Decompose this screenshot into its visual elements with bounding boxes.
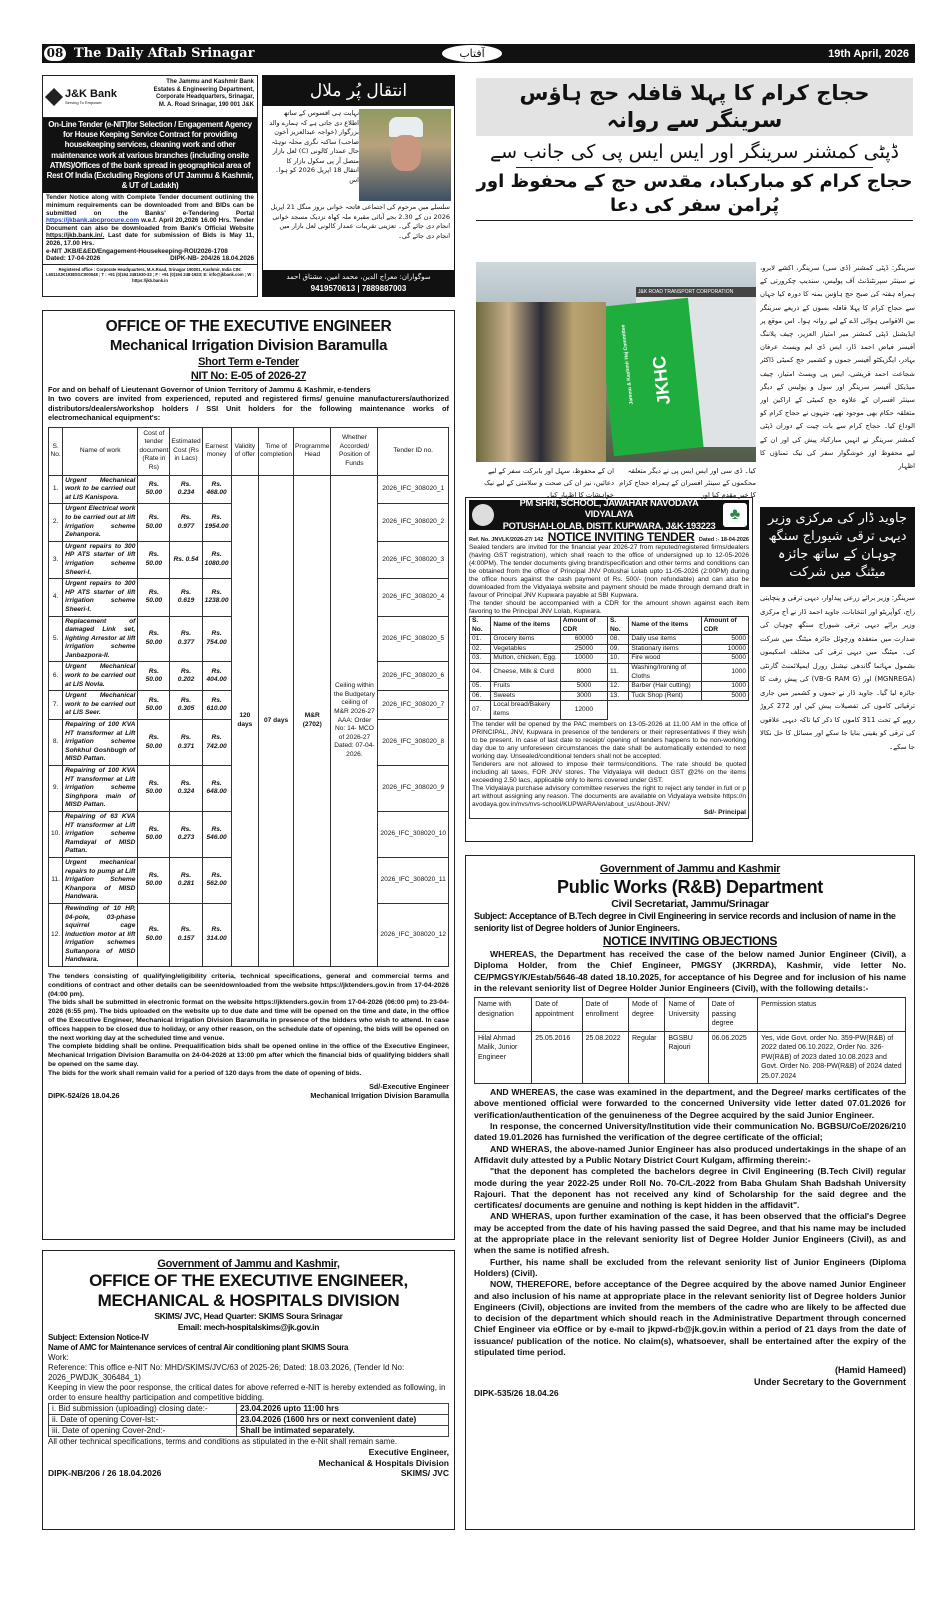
table-row xyxy=(49,1426,449,1437)
dipk-number: DIPK-524/26 18.04.26 xyxy=(48,1090,120,1100)
item-name: Barber (Hair cutting) xyxy=(629,682,701,692)
notice-footer xyxy=(48,1468,449,1479)
reference: Reference: This office e-NIT No: MHD/SKIMS/JVC/63 of 2025-26; Dated: 18.03.2026, (Tender Id No: 2026_PWDJK_306484_1) xyxy=(48,1363,405,1382)
date-label: ii. Date of opening Cover-Ist:- xyxy=(49,1415,237,1426)
nit-number: NIT No: E-05 of 2026-27 xyxy=(190,370,307,382)
work-name: Urgent mechanical repairs to pump at Lift Irrigation Scheme Khanpora of MISD Handwara. xyxy=(63,857,138,903)
newspaper-title: The Daily Aftab Srinagar xyxy=(74,46,255,61)
serial-number: 3. xyxy=(49,541,63,578)
item-sno: 03. xyxy=(470,654,491,664)
item-name: Sweets xyxy=(491,691,560,701)
notice-para: In response, the concerned University/Institution vide their communication No. BGBSU/CoE/2026/210 dated 19.01.2026 has furnished the verification of the degree certificate of the official; xyxy=(474,1121,906,1143)
table-cell: Regular xyxy=(629,1031,665,1084)
earnest-money: Rs. 742.00 xyxy=(202,720,231,766)
jnv-tender-notice xyxy=(465,497,753,842)
column-header: Name of the items xyxy=(629,617,701,635)
table-row xyxy=(470,644,749,654)
notice-para: AND WHERAS, the above-named Junior Engineer has also produced undertakings in the shape of an Affidavit duly attested by a Public Notary District Court Kulgam, affirming therein:- xyxy=(474,1143,906,1165)
divider xyxy=(476,220,913,221)
signatory-designation: Under Secretary to the Government xyxy=(753,1377,906,1388)
signature xyxy=(48,1082,449,1091)
notice-title: OFFICE OF THE EXECUTIVE ENGINEER xyxy=(105,318,392,335)
obituary-footer xyxy=(263,270,454,296)
notice-heading: NOTICE INVITING OBJECTIONS xyxy=(602,934,778,948)
headquarter: SKIMS/ JVC, Head Quarter: SKIMS Soura Srinagar xyxy=(154,1311,343,1321)
address-line: Corporate Headquarters, Srinagar, xyxy=(155,94,254,100)
website-link[interactable]: https://jkb.bank.in/. xyxy=(46,232,105,240)
serial-number: 1. xyxy=(49,475,63,504)
notice-terms xyxy=(469,720,749,819)
notice-para: NOW, THEREFORE, before acceptance of the Degree acquired by the above named Junior Engineer and also inclusion of his name at appropriate place in the relevant seniority list of Degree holders Junior Engineers (Civil), objections are invited from the members of the cadre who are likely to be affected due to decision of the department which should reach in the Administrative Department through concerned Chief Engineer via eOffice or by e-mail to jkpwd-rb@jk.gov.in within a period of 21 days from the date of issuance/ publication of the notice. No claim(s), whatsoever, shall be entertained after the expiry of the stipulated time period. xyxy=(474,1279,906,1358)
dated: Dated: 17-04-2026 xyxy=(46,255,101,263)
skims-extension-notice xyxy=(42,1250,455,1530)
work-name: Repairing of 100 KVA HT transformer at Lift irrigation scheme Singhpora main of MISD Pattan. xyxy=(63,766,138,812)
item-name: Fruits xyxy=(491,682,560,692)
table-cell: 06.06.2025 xyxy=(708,1031,757,1084)
dated: Dated :- 18-04-2026 xyxy=(698,537,749,543)
tender-document-cost: Rs. 50.00 xyxy=(138,541,170,578)
tender-document-cost: Rs. 50.00 xyxy=(138,720,170,766)
earnest-money: Rs. 546.00 xyxy=(202,811,231,857)
flag-logo-text: JKHC xyxy=(648,355,674,406)
column-header: S. No. xyxy=(49,427,63,475)
column-header: Estimated Cost (Rs in Lacs) xyxy=(170,427,202,475)
tender-id: 2026_IFC_308020_8 xyxy=(378,720,449,766)
signature xyxy=(474,1364,906,1388)
signatory: Executive Engineer, xyxy=(368,1447,449,1457)
serial-number: 9. xyxy=(49,766,63,812)
page-header xyxy=(42,44,915,63)
navodaya-logo-icon: ♣ xyxy=(723,503,747,527)
side-story-headline: جاوید ڈار کی مرکزی وزیر دیہی ترقی شیوراج سنگھ چوہان کے ساتھ جائزہ میٹنگ میں شرکت xyxy=(760,507,915,587)
portrait-face xyxy=(391,135,421,171)
item-sno: 04. xyxy=(470,663,491,681)
estimated-cost: Rs. 0.202 xyxy=(170,662,202,691)
column-header: Validity of offer xyxy=(231,427,259,475)
obituary-ad xyxy=(262,75,455,297)
terms-para: The tender will be opened by the PAC members on 13-05-2026 at 11.00 AM in the office of PRINCIPAL, JNV, Kupwara in presence of the tenderers or their representatives if they wish to be present. In case of last date to receipt/ opening of tenders happens to be non-working day due to any unforeseen circumstances the date shall be automatically extended to next working day. Unsealed/conditional tenders shall not be accepted. xyxy=(472,720,746,760)
empty-cell xyxy=(608,701,749,719)
bus-banner-text: J&K ROAD TRANSPORT CORPORATION xyxy=(636,287,756,297)
work-name: Urgent Mechanical work to be carried out at LIS Seer. xyxy=(63,691,138,720)
table-row xyxy=(470,682,749,692)
item-name: Daily use items xyxy=(629,635,701,645)
body-text: Last date for submission of Bids is May 11, 2026, 17.00 Hrs. xyxy=(46,232,254,247)
notice-para: WHEREAS, the Department has received the case of the below named Junior Engineer (Civil), a Diploma Holder, from the Chief Engineer, PMGSY (JKRRDA), Kashmir, vide letter No. CE/PMGSY/K/Estab/5646-48 dated 18.10.2025, for acceptance of his Degree and for inclusion of his name in the relevant seniority list of Degree Holder Junior Engineers (Civil), with the following details:- xyxy=(474,949,906,993)
earnest-money: Rs. 1954.00 xyxy=(202,504,231,541)
serial-number: 11. xyxy=(49,857,63,903)
official-details-table xyxy=(474,997,906,1084)
enit-number: e-NIT JKB/E&ED/Engagement-Housekeeping-ROI/2026-1708 xyxy=(46,247,228,255)
jkbank-address xyxy=(154,79,254,114)
jnv-banner xyxy=(469,497,749,531)
tender-type: Short Term e-Tender xyxy=(198,356,299,368)
earnest-money: Rs. 1238.00 xyxy=(202,579,231,616)
notice-body: Sealed tenders are invited for the financial year 2026-27 from reputed/registered firms/dealers (having GST registration), which shall reach to the office of undersigned up to 12-05-2026 (4:00PM). The tender documents giving brand/specification and other terms and conditions can be obtained from the office of Principal JNV Potushai Lolab upto 11-05-2026 (2:00PM) during the office hours against the cash payment of Rs. 500/- (non refundable) and can also be downloaded from the Vidyalaya website and payment should be made through demand draft in favour of Principal JNV Kupwara payable at SBI Kupwara. xyxy=(469,544,749,599)
serial-number: 8. xyxy=(49,720,63,766)
haj-committee-flag xyxy=(598,298,703,457)
column-header: Date of passing degree xyxy=(708,998,757,1032)
earnest-money: Rs. 754.00 xyxy=(202,616,231,662)
critical-dates-table xyxy=(48,1403,449,1437)
column-header: S. No. xyxy=(470,617,491,635)
work-name: Urgent Mechanical work to be carried out at LIS Kanispora. xyxy=(63,475,138,504)
work-label: Work: xyxy=(48,1353,69,1362)
table-cell: Hilal Ahmad Malik, Junior Engineer xyxy=(475,1031,532,1084)
item-amt: 10000 xyxy=(701,644,748,654)
tender-id: 2026_IFC_308020_11 xyxy=(378,857,449,903)
work-name: Urgent Mechanical work to be carried out at LIS Novla. xyxy=(63,662,138,691)
table-cell: Yes, vide Govt. order No. 359-PW(R&B) of 2022 dated 06.10.2022, Order No. 326-PW(R&B) of 2023 dated 10.08.2023 and Govt. Order No. 208-PW(R&B) of 2024 dated 25.07.2024 xyxy=(758,1031,906,1084)
serial-number: 2. xyxy=(49,504,63,541)
item-amt: 60000 xyxy=(560,635,607,645)
item-name: Grocery items xyxy=(491,635,560,645)
jkbank-tender-body xyxy=(43,193,257,263)
table-row xyxy=(470,691,749,701)
serial-number: 6. xyxy=(49,662,63,691)
signatory-office: Mechanical Irrigation Division Baramulla xyxy=(310,1090,449,1100)
signatory: Sd/- Principal xyxy=(703,808,746,816)
haj-flag-off-photo xyxy=(476,262,756,462)
earnest-money: Rs. 562.00 xyxy=(202,857,231,903)
serial-number: 4. xyxy=(49,579,63,616)
division-name: MECHANICAL & HOSPITALS DIVISION xyxy=(97,1291,400,1310)
item-name: Local bread/Bakery items xyxy=(491,701,560,719)
table-row xyxy=(470,701,749,719)
jnv-emblem-icon xyxy=(472,504,494,526)
estimated-cost: Rs. 0.273 xyxy=(170,811,202,857)
item-amt: 8000 xyxy=(560,663,607,681)
column-header: Date of enrollment xyxy=(582,998,628,1032)
item-sno: 08. xyxy=(608,635,629,645)
jkbank-logo-name: J&K Bank xyxy=(65,88,117,100)
tender-document-cost: Rs. 50.00 xyxy=(138,903,170,966)
tender-document-cost: Rs. 50.00 xyxy=(138,504,170,541)
flag-caption: Jammu & Kashmir Haj Committee xyxy=(620,324,635,405)
tender-document-cost: Rs. 50.00 xyxy=(138,616,170,662)
item-name: Vegetables xyxy=(491,644,560,654)
terms-para: Tenderers are not allowed to impose their terms/conditions. The rate should be quoted including all taxes, FOR JNV stores. The Vidyalaya will deduct GST @2% on the items exceeding 2.50 lacs, applicable only to items covered under GST. xyxy=(472,760,746,784)
estimated-cost: Rs. 0.234 xyxy=(170,475,202,504)
subject: Subject: Extension Notice-IV xyxy=(48,1333,149,1342)
serial-number: 7. xyxy=(49,691,63,720)
table-row xyxy=(49,1404,449,1415)
item-sno: 13. xyxy=(608,691,629,701)
signature xyxy=(48,1447,449,1468)
earnest-money: Rs. 1080.00 xyxy=(202,541,231,578)
jkbank-tender-title: On-Line Tender (e-NIT)for Selection / Engagement Agency for House Keeping Service Contract for providing housekeeping services, cleaning work and other maintenance work at various branches (including onsite ATMS)/Offices of the bank spread in geographical area of Rest Of India (Excluding Regions of UT Jammu & Kashmir, & UT of Ladakh) xyxy=(43,118,257,193)
body-text: Tender Notice along with Complete Tender document outlining the minimum requirements can be downloaded from and BIDs can be submitted on the Banks' e-Tendering Portal xyxy=(46,194,254,217)
intro-bold: For and on behalf of Lieutenant Governor of Union Territory of Jammu & Kashmir, e-tenders xyxy=(48,385,371,394)
tender-id: 2026_IFC_308020_5 xyxy=(378,616,449,662)
estimated-cost: Rs. 0.157 xyxy=(170,903,202,966)
terms-para: The Vidyalaya purchase advisory committee reserves the right to reject any tender in full or part without assigning any reason. The documents are available on Vidyalaya website https://navodaya.gov.in/nvs/nvs-school/KUPWARA/en/about_us/About-JNV/ xyxy=(472,784,746,808)
tender-document-cost: Rs. 50.00 xyxy=(138,662,170,691)
earnest-money: Rs. 404.00 xyxy=(202,662,231,691)
work-name: Repairing of 63 KVA HT transformer at Lift irrigation scheme Ramdayal of MISD Pattan. xyxy=(63,811,138,857)
date-value: 23.04.2026 upto 11:00 hrs xyxy=(237,1404,449,1415)
notice-para: Further, his name shall be excluded from the relevant seniority list of Junior Engineers (Diploma Holders) (Civil). xyxy=(474,1256,906,1278)
serial-number: 5. xyxy=(49,616,63,662)
terms-para: The bids shall be submitted in electronic format on the website https://jktenders.gov.in from 17-04-2026 (06:00 pm) to 23-04-2026 (6:55 pm). The bids uploaded on the website up to due date and time will be opened on the time and date, in the office of the Executive Engineer, Mechanical Irrigation Division Baramulla in presence of the bidders who wish to attend. In case offices happen to be closed due to holiday, or any other reason, on the schedule date of opening, the bids will be opened on the next working day at the scheduled time and venue. xyxy=(48,999,449,1042)
signatory: (Hamid Hameed) xyxy=(834,1365,906,1376)
tender-document-cost: Rs. 50.00 xyxy=(138,857,170,903)
table-cell: 25.05.2016 xyxy=(532,1031,582,1084)
issue-date: 19th April, 2026 xyxy=(828,47,909,60)
tender-id: 2026_IFC_308020_9 xyxy=(378,766,449,812)
tender-id: 2026_IFC_308020_2 xyxy=(378,504,449,541)
date-label: iii. Date of opening Cover-2nd:- xyxy=(49,1426,237,1437)
irrigation-tender-notice xyxy=(42,310,455,1240)
notice-title: OFFICE OF THE EXECUTIVE ENGINEER, xyxy=(89,1271,408,1290)
table-row xyxy=(475,1031,906,1084)
item-sno: 10. xyxy=(608,654,629,664)
notice-body xyxy=(474,949,906,994)
tender-id: 2026_IFC_308020_1 xyxy=(378,475,449,504)
item-sno: 11. xyxy=(608,663,629,681)
item-sno: 12. xyxy=(608,682,629,692)
headline-main: حجاج کرام کا پہلا قافلہ حج ہاؤس سرینگر سے روانہ xyxy=(476,78,913,136)
table-row xyxy=(470,635,749,645)
table-cell: 25.08.2022 xyxy=(582,1031,628,1084)
tender-id: 2026_IFC_308020_10 xyxy=(378,811,449,857)
tender-document-cost: Rs. 50.00 xyxy=(138,766,170,812)
table-row xyxy=(470,663,749,681)
tender-document-cost: Rs. 50.00 xyxy=(138,475,170,504)
tender-id: 2026_IFC_308020_6 xyxy=(378,662,449,691)
division-name: Mechanical Irrigation Division Baramulla xyxy=(109,337,388,354)
table-row xyxy=(470,654,749,664)
item-amt: 1000 xyxy=(701,682,748,692)
column-header: Name of the items xyxy=(491,617,560,635)
programme-head: M&R (2702) xyxy=(294,475,331,966)
obituary-text: سلسلے میں مرحوم کی اجتماعی فاتحہ خوانی بروز منگل 21 اپریل 2026 دن کے 2.30 بجے آبائی مقبرہ ملہ کھاہ نزدیک مسجد خوانی انجام دی جائے گی۔ تعزیتی تقریبات عمدار کالونی لعل بازار میں انجام دی جائے گی۔ xyxy=(270,203,450,240)
officials-group xyxy=(476,302,606,462)
jkbank-registered-office: Registered office : Corporate Headquarters, M.A.Road, Srinagar 190001, Kashmir, India CIN: L65110JK1938SGC000048 ; T : +91 (0)194 2481930-33 ; F : +91 (0)194 248-1923; E: info@jkbank.com ; W : https://jkb.bank.in xyxy=(43,264,257,285)
tender-document-cost: Rs. 50.00 xyxy=(138,579,170,616)
item-sno: 01. xyxy=(470,635,491,645)
column-header: Date of appointment xyxy=(532,998,582,1032)
portal-link[interactable]: https://jkbank.abcprocure.com xyxy=(46,217,140,225)
column-header: Tender ID no. xyxy=(378,427,449,475)
item-name: Cheese, Milk & Curd xyxy=(491,663,560,681)
dipk-number: DIPK-535/26 18.04.26 xyxy=(474,1388,559,1399)
item-amt: 1000 xyxy=(701,663,748,681)
side-story-body: سرینگر: وزیر برائے زرعی پیداوار، دیہی ترقی و پنچایتی راج، کوآپریٹو اور انتخابات، جاوید احمد ڈار نے آج مرکزی وزیر برائے دیہی ترقی شیوراج سنگھ چوہان کی صدارت میں منعقدہ ورچوئل جائزہ میٹنگ میں شرکت کی۔ میٹنگ میں دیہی ترقی کی مختلف اسکیموں بشمول مہاتما گاندھی نیشنل رورل ایمپلائمنٹ گارنٹی (MGNREGA) اور (VB-G RAM G) کی پیش رفت کا جائزہ لیا گیا۔ جاوید ڈار نے جموں و کشمیر میں جاری ترقیاتی کاموں کی تفصیلات پیش کیں اور 272 کروڑ روپے کے تحت 311 کاموں کا ذکر کیا تاکہ دیہی علاقوں کی ترقی کو یقینی بنایا جا سکے اور مسائل کا حل نکالا جا سکے۔ xyxy=(760,594,915,751)
estimated-cost: Rs. 0.619 xyxy=(170,579,202,616)
work-name: Repairing of 100 KVA HT transformer at Lift irrigation scheme Sohkhul Goshbugh of MISD Pattan. xyxy=(63,720,138,766)
headline-third: حجاج کرام کو مبارکباد، مقدس حج کے محفوظ اور پُرامن سفر کی دعا xyxy=(476,171,913,216)
column-header: Cost of tender document (Rate in Rs) xyxy=(138,427,170,475)
cdr-items-table xyxy=(469,616,749,720)
item-sno: 09. xyxy=(608,644,629,654)
portrait-cap xyxy=(389,117,423,137)
column-header: Amount of CDR xyxy=(560,617,607,635)
validity-of-offer: 120 days xyxy=(231,475,259,966)
date-value: 23.04.2026 (1600 hrs or next convenient date) xyxy=(237,1415,449,1426)
item-amt: 3000 xyxy=(560,691,607,701)
other-terms: All other technical specifications, terms and conditions as stipulated in the e-Nit shall remain same. xyxy=(48,1437,398,1446)
pwd-objections-notice xyxy=(465,855,915,1530)
column-header: Amount of CDR xyxy=(701,617,748,635)
haj-story-continued: کیا۔ ڈی سی اور ایس ایس پی نے دیگر متعلقہ محکموں کے سینئر افسران کے ہمراہ حجاج کرام کا خیر مقدم کیا اور xyxy=(619,467,756,499)
position-of-funds: Ceiling within the Budgetary ceiling of M&R 2026-27 AAA: Order No: 14- MCO of 2026-27 Dated: 07-04-2026. xyxy=(331,475,378,966)
table-cell: BGSBU Rajouri xyxy=(665,1031,708,1084)
divider xyxy=(516,167,873,168)
work-name: Urgent Electrical work to be carried out at lift irrigation scheme Zehanpora. xyxy=(63,504,138,541)
terms-para: The tenders consisting of qualifying/eligibility criteria, technical specifications, general and commercial terms and conditions of contract and other details can be seen/downloaded from the website https://jktenders.gov.in from 17-04-2026 (04:00 pm). xyxy=(48,973,449,998)
signatory-office: Mechanical & Hospitals Division xyxy=(318,1457,449,1468)
intro-text: In two covers are invited from experienced, reputed and registered firms/ genuine manufacturers/authorized distributors/dealers/workshop holders / SSI Unit holders for the following maintenance works of electromechanical equipment's: xyxy=(48,394,449,423)
item-name: Washing/Ironing of Cloths xyxy=(629,663,701,681)
jkbank-tender-ad xyxy=(42,75,258,297)
work-name: Urgent repairs to 300 HP ATS starter of lift irrigation scheme Sheeri-I. xyxy=(63,579,138,616)
table-row xyxy=(49,1415,449,1426)
estimated-cost: Rs. 0.324 xyxy=(170,766,202,812)
date-value: Shall be intimated separately. xyxy=(237,1426,449,1437)
jkbank-logo xyxy=(46,79,117,114)
estimated-cost: Rs. 0.281 xyxy=(170,857,202,903)
terms-para: The complete bidding shall be online. Prequalification bids shall be opened online in the office of the Executive Engineer, Mechanical Irrigation Division Baramulla on 24-04-2026 at 13:00 pm after which the financial bids of qualifying bidders shall be opened on the same day. xyxy=(48,1043,449,1069)
item-sno: 05. xyxy=(470,682,491,692)
newspaper-logo: آفتاب xyxy=(442,45,502,62)
estimated-cost: Rs. 0.977 xyxy=(170,504,202,541)
estimated-cost: Rs. 0.54 xyxy=(170,541,202,578)
jkbank-tagline: Serving To Empower xyxy=(65,100,102,105)
column-header: Mode of degree xyxy=(629,998,665,1032)
estimated-cost: Rs. 0.371 xyxy=(170,720,202,766)
department-address: Civil Secretariat, Jammu/Srinagar xyxy=(611,898,769,910)
notice-para: AND WHERAS, upon further examination of the case, it has been observed that the official's Degree may be accepted from the date of his having passed the said Degree, and that his name may be included at the appropriate place in the relevant seniority list of Degree Holder Junior Engineers (Civil), as and when the same is notified afresh. xyxy=(474,1211,906,1256)
portrait-photo xyxy=(359,109,451,201)
item-amt: 10000 xyxy=(560,654,607,664)
government-heading: Government of Jammu and Kashmir xyxy=(599,863,781,875)
notice-body: The tender should be accompanied with a CDR for the amount shown against each item favoring to the Principal JNV Lolab, Kupwara. xyxy=(469,600,749,615)
item-amt: 25000 xyxy=(560,644,607,654)
address-line: Estates & Engineering Department, xyxy=(153,86,254,93)
dipk-number: DIPK-NB/206 / 26 18.04.2026 xyxy=(48,1468,162,1478)
tender-id: 2026_IFC_308020_4 xyxy=(378,579,449,616)
column-header: S. No. xyxy=(608,617,629,635)
haj-story-continued: ان کے محفوظ، سہل اور بابرکت سفر کے لیے دعائیں، نیز ان کی صحت و سلامتی کے لیے نیک خواہشات کا اظہار کیا۔ xyxy=(484,467,614,499)
obituary-heading: انتقال پُر ملال xyxy=(263,76,454,106)
work-name: Name of AMC for Maintenance services of central Air conditioning plant SKIMS Soura xyxy=(48,1343,349,1352)
work-name: Replacement of damaged Link set, lighting Arrestor at lift irrigation scheme Janbazpora-II. xyxy=(63,616,138,662)
tender-terms xyxy=(48,973,449,1079)
item-amt: 5000 xyxy=(701,691,748,701)
item-sno: 02. xyxy=(470,644,491,654)
contact-phones: 9419570613 | 7889887003 xyxy=(310,284,407,293)
address-line: M. A. Road Srinagar, 190 001 J&K xyxy=(158,101,254,108)
column-header: Permission status xyxy=(758,998,906,1032)
notice-footer xyxy=(48,1091,449,1100)
notice-heading: NOTICE INVITING TENDER xyxy=(547,530,695,544)
estimated-cost: Rs. 0.305 xyxy=(170,691,202,720)
notice-body xyxy=(474,1087,906,1358)
serial-number: 12. xyxy=(49,903,63,966)
estimated-cost: Rs. 0.377 xyxy=(170,616,202,662)
time-of-completion: 07 days xyxy=(259,475,294,966)
column-header: Programme Head xyxy=(294,427,331,475)
extension-text: Keeping in view the poor response, the critical dates for above referred e-NIT is hereby extended as following, in order to ensure healthy participation and competitive bidding. xyxy=(48,1383,446,1402)
earnest-money: Rs. 468.00 xyxy=(202,475,231,504)
obituary-text: نہایت ہی افسوس کے ساتھ اطلاع دی جاتی ہے کہ ہمارے والد بزرگوار (خواجہ عبدالعزیز آخون صاحب) ساکنہ نگری محلہ نوہٹہ حال عمدار کالونی (C) لعل بازار متصل آر پی سکول بازار کا انتقال 18 اپریل 2026 کو ہوا۔ اس xyxy=(269,109,359,184)
body-text: w.e.f. April 20,2026 16.00 Hrs. Tender Document can also be downloaded from Bank's Official Website xyxy=(46,217,254,232)
item-name: Tuck Shop (Rent) xyxy=(629,691,701,701)
item-amt: 5000 xyxy=(701,635,748,645)
tender-document-cost: Rs. 50.00 xyxy=(138,691,170,720)
department-title: Public Works (R&B) Department xyxy=(556,877,823,897)
notice-para: AND WHEREAS, the case was examined in the department, and the Degree/ marks certificates of the above mentioned official were forwarded to the concerned University vide letter dated 07.01.2026 for verification/authentication of the genuineness of the Degree acquired by the said Junior Engineer. xyxy=(474,1087,906,1120)
government-heading: Government of Jammu and Kashmir, xyxy=(157,1258,340,1270)
item-amt: 5000 xyxy=(560,682,607,692)
tender-intro xyxy=(48,385,449,423)
date-label: i. Bid submission (uploading) closing date:- xyxy=(49,1404,237,1415)
headline-sub: ڈپٹی کمشنر سرینگر اور ایس ایس پی کی جانب سے xyxy=(489,141,900,163)
item-sno: 07. xyxy=(470,701,491,719)
reference-number: Ref. No. JNVLK/2026-27/ 142 xyxy=(469,537,544,543)
work-name: Urgent repairs to 300 HP ATS starter of lift irrigation scheme Sheeri-I. xyxy=(63,541,138,578)
jkbank-logo-icon xyxy=(45,87,63,105)
item-sno: 06. xyxy=(470,691,491,701)
notice-para: "that the deponent has completed the bachelors degree in Civil Engineering (B.Tech Civil) regular mode during the year 2022-25 under Roll No. 70-C/L-2022 from Baba Ghulam Shah Badshah University Rajouri. That the deponent has not received any kind of Scholarship for the said degree and the certificates/ documents are genuine and nothing is kept hidden in the affidavit". xyxy=(474,1166,906,1211)
work-name: Rewinding of 10 HP, 04-pole, 03-phase squirrel cage induction motor at lift irrigation schemes Sultanpora of MISD Handwara. xyxy=(63,903,138,966)
column-header: Name with designation xyxy=(475,998,532,1032)
item-amt: 12000 xyxy=(560,701,607,719)
mourners: سوگواران: معراج الدین، محمد امین، مشتاق احمد xyxy=(286,273,431,281)
signatory: Sd/-Executive Engineer xyxy=(369,1081,449,1091)
table-row xyxy=(49,475,449,504)
haj-story-headlines xyxy=(476,78,913,221)
tender-id: 2026_IFC_308020_7 xyxy=(378,691,449,720)
column-header: Name of work xyxy=(63,427,138,475)
item-name: Stationary items xyxy=(629,644,701,654)
column-header: Whether Accorded/ Position of Funds xyxy=(331,427,378,475)
page-number: 08 xyxy=(44,46,66,61)
address-line: The Jammu and Kashmir Bank xyxy=(166,79,254,85)
item-amt: 5000 xyxy=(701,654,748,664)
tender-id: 2026_IFC_308020_3 xyxy=(378,541,449,578)
column-header: Name of University xyxy=(665,998,708,1032)
item-name: Fire wood xyxy=(629,654,701,664)
tender-document-cost: Rs. 50.00 xyxy=(138,811,170,857)
earnest-money: Rs. 648.00 xyxy=(202,766,231,812)
column-header: Earnest money xyxy=(202,427,231,475)
tender-id: 2026_IFC_308020_12 xyxy=(378,903,449,966)
school-address: POTUSHAI-LOLAB, DISTT. KUPWARA, J&K-193223 xyxy=(502,520,716,531)
subject: Subject: Acceptance of B.Tech degree in Civil Engineering in service records and inclusion of name in the seniority list of Degree holders of Junior Engineers. xyxy=(474,911,896,933)
column-header: Time of completion xyxy=(259,427,294,475)
haj-story-body: سرینگر: ڈپٹی کمشنر (ڈی سی) سرینگر، اکشے لابرو، نے سینئر سپرنٹنڈنٹ آف پولیس، سندیپ چکرورتی کے ہمراہ ہفتہ کی صبح حج ہاؤس بمنہ کا دورہ کیا جہاں سے حجاج کرام کا پہلا قافلہ بسوں کے ذریعے سرینگر بین الاقوامی ہوائی اڈے کے لیے روانہ ہوا۔ اس موقع پر ایڈیشنل ڈپٹی کمشنر میر امتیاز العزیز، چیف پلاننگ آفیسر فیاض احمد ڈار، ایس ڈی ایم ویسٹ عرفان بہادر، ایگزیکٹو آفیسر جموں و کشمیر حج کمیٹی ڈاکٹر شجاعت احمد قریشی، ایس پی ویسٹ امتیاز، چیف میڈیکل آفیسر سرینگر اور سول و پولیس کے دیگر سینئر افسران کے علاوہ حج کمیٹی کے اراکین اور متعلقہ حکام بھی موجود تھے، جنہوں نے حجاج کرام کو الوداع کیا۔ حجاج کرام سے بات چیت کے دوران ڈپٹی کمشنر سرینگر نے انہیں مبارکباد پیش کی اور ان کے لیے محفوظ اور خوشگوار سفر کی نیک تمناؤں کا اظہار xyxy=(760,264,915,471)
item-name: Mutton, chicken, Egg. xyxy=(491,654,560,664)
works-table xyxy=(48,427,449,967)
email: Email: mech-hospitalskims@jk.gov.in xyxy=(177,1322,320,1332)
earnest-money: Rs. 314.00 xyxy=(202,903,231,966)
school-name: PM SHRI, SCHOOL, JAWAHAR NAVODAYA VIDYALAYA xyxy=(519,497,699,520)
serial-number: 10. xyxy=(49,811,63,857)
dipk-number: DIPK-NB- 204/26 18.04.2026 xyxy=(170,255,254,263)
signatory-office: SKIMS/ JVC xyxy=(400,1468,449,1478)
terms-para: The bids for the work shall remain valid for a period of 120 days from the date of opening of bids. xyxy=(48,1069,362,1077)
earnest-money: Rs. 610.00 xyxy=(202,691,231,720)
